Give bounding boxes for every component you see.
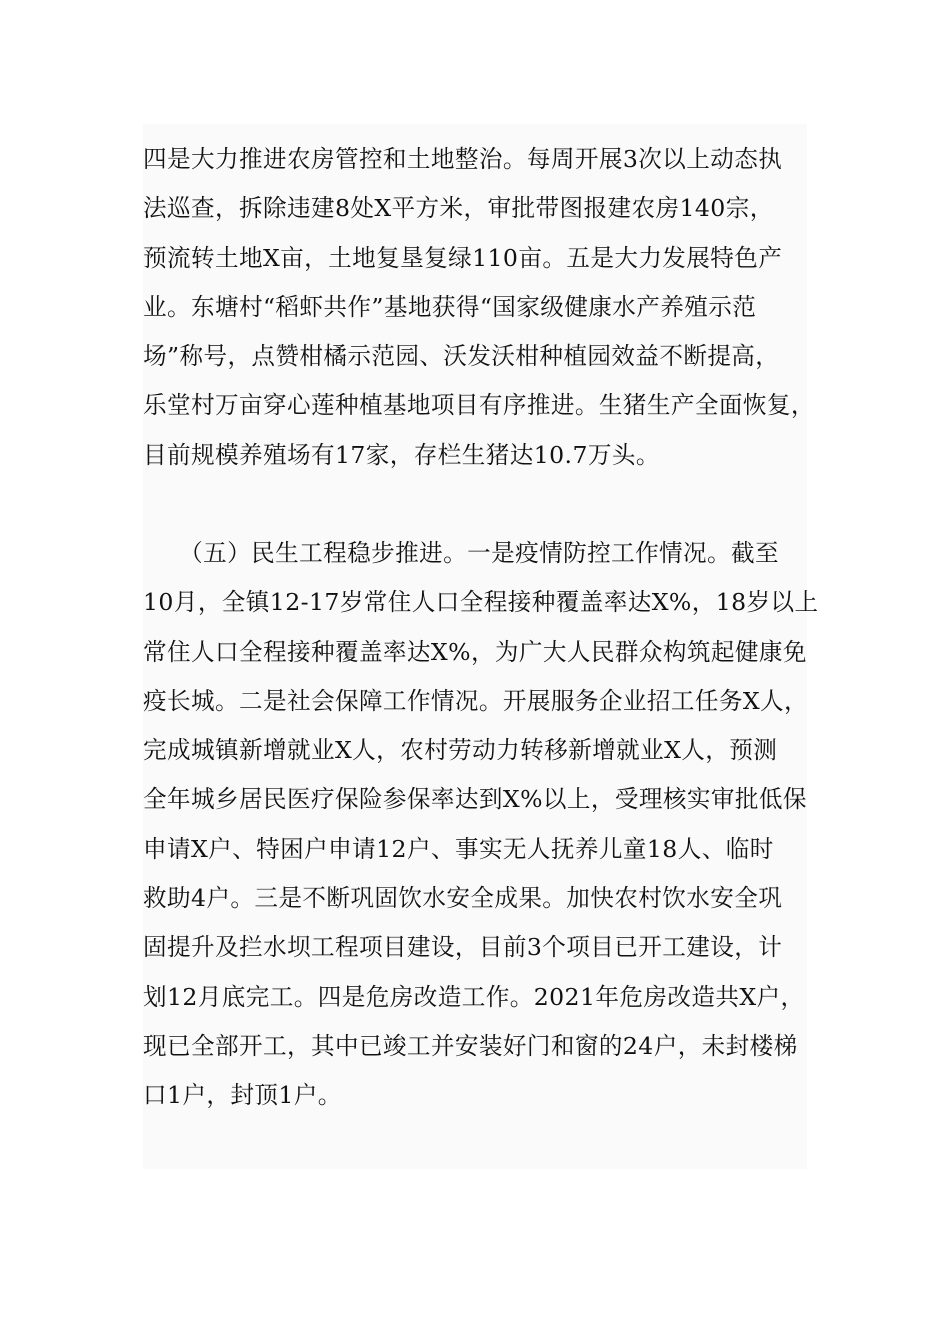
text-line: 常住人口全程接种覆盖率达X%，为广大人民群众构筑起健康免 bbox=[143, 637, 807, 666]
text-line: 法巡查，拆除违建8处X平方米，审批带图报建农房140宗， bbox=[143, 194, 774, 223]
text-line: 口1户，封顶1户。 bbox=[143, 1081, 342, 1110]
text-line: 现已全部开工，其中已竣工并安装好门和窗的24户，未封楼梯 bbox=[143, 1031, 798, 1060]
text-line: 四是大力推进农房管控和土地整治。每周开展3次以上动态执 bbox=[143, 145, 783, 173]
text-line: 固提升及拦水坝工程项目建设，目前3个项目已开工建设，计 bbox=[143, 933, 783, 962]
text-line: 业。东塘村“稻虾共作”基地获得“国家级健康水产养殖示范 bbox=[143, 292, 757, 321]
text-line: 10月，全镇12-17岁常住人口全程接种覆盖率达X%，18岁以上 bbox=[143, 588, 819, 617]
text-line: （五）民生工程稳步推进。一是疫情防控工作情况。截至 bbox=[143, 539, 780, 567]
document-page bbox=[143, 124, 819, 1169]
paragraph-livelihood-projects bbox=[143, 529, 819, 1121]
text-line: 完成城镇新增就业X人，农村劳动力转移新增就业X人，预测 bbox=[143, 736, 778, 765]
text-line: 划12月底完工。四是危房改造工作。2021年危房改造共X户， bbox=[143, 982, 805, 1011]
text-line: 乐堂村万亩穿心莲种植基地项目有序推进。生猪生产全面恢复， bbox=[143, 391, 815, 420]
text-line: 预流转土地X亩，土地复垦复绿110亩。五是大力发展特色产 bbox=[143, 243, 783, 272]
text-line: 疫长城。二是社会保障工作情况。开展服务企业招工任务X人， bbox=[143, 686, 809, 715]
paragraph-farm-housing-and-industry bbox=[143, 135, 815, 480]
text-line: 申请X户、特困户申请12户、事实无人抚养儿童18人、临时 bbox=[143, 834, 774, 863]
text-line: 全年城乡居民医疗保险参保率达到X%以上，受理核实审批低保 bbox=[143, 785, 807, 814]
text-line: 目前规模养殖场有17家，存栏生猪达10.7万头。 bbox=[143, 440, 660, 469]
text-line: 救助4户。三是不断巩固饮水安全成果。加快农村饮水安全巩 bbox=[143, 884, 783, 913]
text-line: 场”称号，点赞柑橘示范园、沃发沃柑种植园效益不断提高， bbox=[143, 342, 780, 371]
